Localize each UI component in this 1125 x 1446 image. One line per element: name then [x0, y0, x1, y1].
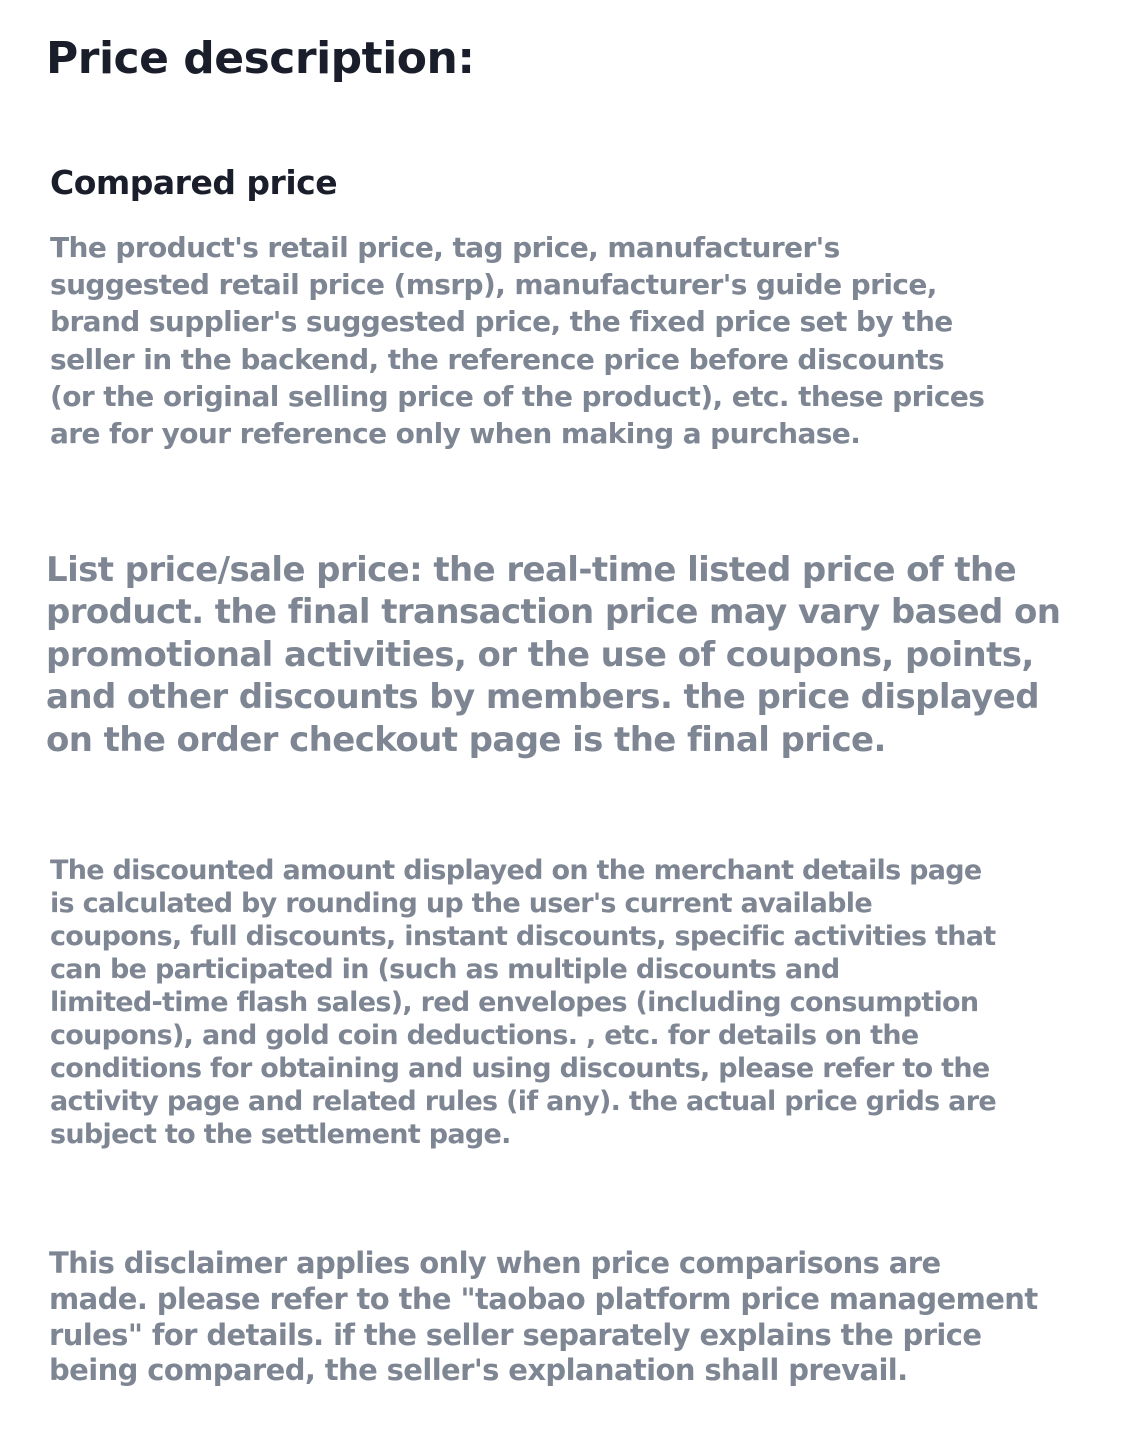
paragraph-line: The product's retail price, tag price, manufacturer's	[50, 231, 840, 264]
paragraph-line: This disclaimer applies only when price comparisons are	[49, 1246, 941, 1280]
list-price-paragraph	[46, 549, 1106, 761]
paragraph-line: suggested retail price (msrp), manufacturer's guide price,	[50, 268, 937, 302]
paragraph-line: activity page and related rules (if any). the actual price grids are	[50, 1086, 996, 1117]
paragraph-line: rules" for details. if the seller separately explains the price	[49, 1317, 982, 1352]
paragraph-line: seller in the backend, the reference price before discounts	[50, 342, 945, 376]
paragraph-line: coupons, full discounts, instant discounts, specific activities that	[50, 921, 996, 952]
paragraph-line: subject to the settlement page.	[50, 1119, 511, 1150]
paragraph-line: is calculated by rounding up the user's current available	[50, 888, 872, 919]
paragraph-line: List price/sale price: the real-time listed price of the	[46, 550, 1017, 590]
paragraph-line: on the order checkout page is the final price.	[46, 719, 886, 760]
paragraph-line: coupons), and gold coin deductions. , etc. for details on the	[50, 1020, 919, 1051]
disclaimer-paragraph	[49, 1246, 1089, 1389]
paragraph-line: made. please refer to the "taobao platform price management	[49, 1281, 1038, 1316]
paragraph-line: conditions for obtaining and using discounts, please refer to the	[50, 1053, 990, 1084]
paragraph-line: limited-time flash sales), red envelopes (including consumption	[50, 987, 979, 1018]
paragraph-line: and other discounts by members. the price displayed	[46, 677, 1039, 718]
paragraph-line: The discounted amount displayed on the merchant details page	[50, 855, 982, 886]
page-title: Price description:	[46, 33, 475, 84]
paragraph-line: (or the original selling price of the product), etc. these prices	[50, 379, 985, 413]
paragraph-line: are for your reference only when making a purchase.	[50, 417, 861, 451]
compared-price-paragraph	[50, 229, 1090, 452]
paragraph-line: can be participated in (such as multiple discounts and	[50, 954, 840, 985]
paragraph-line: being compared, the seller's explanation shall prevail.	[49, 1353, 908, 1388]
paragraph-line: product. the final transaction price may vary based on	[46, 592, 1061, 633]
paragraph-line: brand supplier's suggested price, the fixed price set by the	[50, 305, 953, 339]
discount-note-paragraph	[50, 854, 1090, 1151]
compared-price-heading: Compared price	[50, 163, 338, 202]
paragraph-line: promotional activities, or the use of coupons, points,	[46, 634, 1034, 675]
